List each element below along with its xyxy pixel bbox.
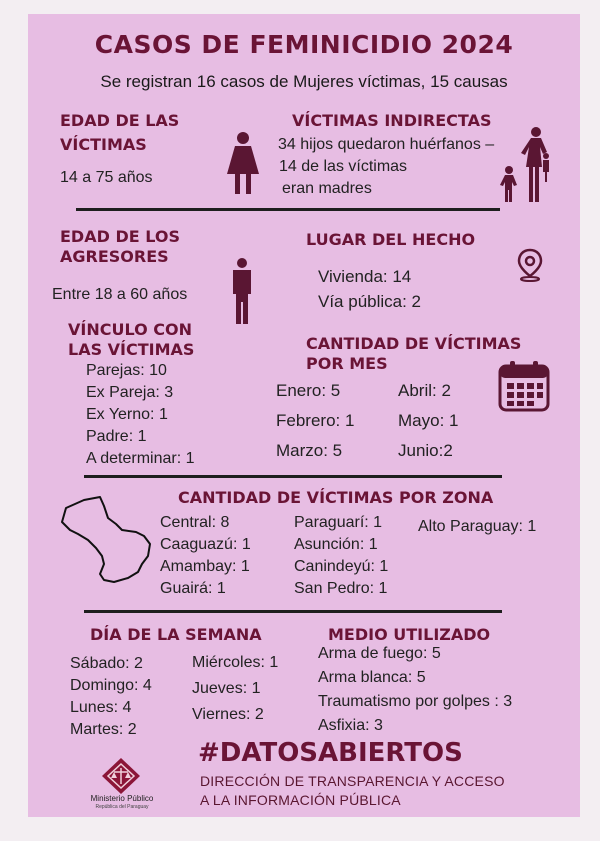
list-item: Marzo: 5 [276, 441, 343, 460]
list-item: Febrero: 1 [276, 411, 355, 430]
edad-agresores-value: Entre 18 a 60 años [52, 286, 188, 303]
heading-line: EDAD DE LOS [60, 227, 180, 246]
por-mes-col1 [276, 376, 354, 466]
list-item: Asunción: 1 [294, 536, 378, 553]
heading-line: EDAD DE LAS [60, 111, 180, 130]
por-zona-col3 [418, 516, 536, 538]
footer-line: DIRECCIÓN DE TRANSPARENCIA Y ACCESO [200, 773, 505, 789]
list-item: Central: 8 [160, 514, 230, 531]
list-item: Amambay: 1 [160, 558, 250, 575]
heading-line: AGRESORES [60, 247, 169, 266]
por-mes-heading [306, 334, 521, 374]
list-item: Alto Paraguay: 1 [418, 518, 537, 535]
medio-list [318, 642, 512, 738]
text-line: eran madres [282, 180, 372, 197]
heading-line: CANTIDAD DE VÍCTIMAS [306, 334, 522, 353]
vinculo-list [86, 360, 195, 470]
list-item: Padre: 1 [86, 428, 147, 445]
medio-heading: MEDIO UTILIZADO [328, 625, 491, 644]
por-mes-col2 [398, 376, 458, 466]
list-item: Vivienda: 14 [318, 267, 412, 286]
list-item: A determinar: 1 [86, 450, 195, 467]
list-item: Mayo: 1 [398, 411, 459, 430]
list-item: San Pedro: 1 [294, 580, 388, 597]
list-item: Traumatismo por golpes : 3 [318, 693, 513, 710]
location-pin-icon [516, 248, 544, 282]
victimas-indirectas-heading: VÍCTIMAS INDIRECTAS [292, 111, 492, 130]
text-line: 34 hijos quedaron huérfanos – [278, 136, 495, 153]
list-item: Parejas: 10 [86, 362, 167, 379]
dia-semana-col2 [192, 650, 278, 728]
man-icon [230, 258, 254, 324]
list-item: Sábado: 2 [70, 655, 143, 672]
por-zona-col2 [294, 512, 388, 600]
woman-icon [226, 132, 260, 196]
list-item: Paraguarí: 1 [294, 514, 383, 531]
list-item: Martes: 2 [70, 721, 137, 738]
section-divider [84, 610, 502, 613]
logo-name: Ministerio Público [90, 794, 154, 803]
dia-semana-col1 [70, 653, 152, 741]
list-item: Viernes: 2 [192, 706, 264, 723]
list-item: Arma blanca: 5 [318, 669, 426, 686]
infographic-card [28, 14, 580, 817]
page-subtitle: Se registran 16 casos de Mujeres víctimas, 15 causas [100, 72, 508, 91]
por-zona-heading: CANTIDAD DE VÍCTIMAS POR ZONA [178, 488, 494, 507]
text-line: 14 de las víctimas [279, 158, 408, 175]
list-item: Miércoles: 1 [192, 654, 279, 671]
heading-line: POR MES [306, 354, 388, 373]
edad-agresores-heading [60, 227, 180, 267]
lugar-hecho-heading: LUGAR DEL HECHO [306, 230, 476, 249]
list-item: Caaguazú: 1 [160, 536, 251, 553]
edad-victimas-heading [60, 111, 179, 155]
list-item: Abril: 2 [398, 381, 451, 400]
list-item: Guairá: 1 [160, 580, 226, 597]
footer-text [200, 772, 505, 810]
heading-line: VÍCTIMAS [60, 135, 147, 154]
vinculo-heading [68, 320, 194, 360]
list-item: Arma de fuego: 5 [318, 645, 441, 662]
dia-semana-heading: DÍA DE LA SEMANA [90, 625, 262, 644]
list-item: Canindeyú: 1 [294, 558, 389, 575]
logo-subtitle: República del Paraguay [95, 804, 149, 810]
victimas-indirectas-text [278, 134, 494, 200]
paraguay-map-icon [58, 494, 158, 588]
list-item: Jueves: 1 [192, 680, 261, 697]
list-item: Junio:2 [398, 441, 453, 460]
page-title: CASOS DE FEMINICIDIO 2024 [94, 30, 514, 59]
section-divider [76, 208, 500, 211]
footer-line: A LA INFORMACIÓN PÚBLICA [200, 792, 401, 808]
section-divider [84, 475, 502, 478]
calendar-icon [498, 360, 550, 412]
heading-line: VÍNCULO CON [68, 320, 192, 339]
list-item: Ex Pareja: 3 [86, 384, 174, 401]
lugar-hecho-list [318, 264, 421, 314]
list-item: Ex Yerno: 1 [86, 406, 168, 423]
list-item: Domingo: 4 [70, 677, 152, 694]
list-item: Vía pública: 2 [318, 292, 422, 311]
hashtag-datos-abiertos: #DATOSABIERTOS [198, 738, 463, 768]
heading-line: LAS VÍCTIMAS [68, 340, 195, 359]
list-item: Enero: 5 [276, 381, 341, 400]
list-item: Asfixia: 3 [318, 717, 383, 734]
mother-children-icon [498, 126, 556, 204]
ministerio-logo-icon [100, 756, 142, 796]
edad-victimas-value: 14 a 75 años [60, 169, 153, 186]
por-zona-col1 [160, 512, 251, 600]
list-item: Lunes: 4 [70, 699, 132, 716]
